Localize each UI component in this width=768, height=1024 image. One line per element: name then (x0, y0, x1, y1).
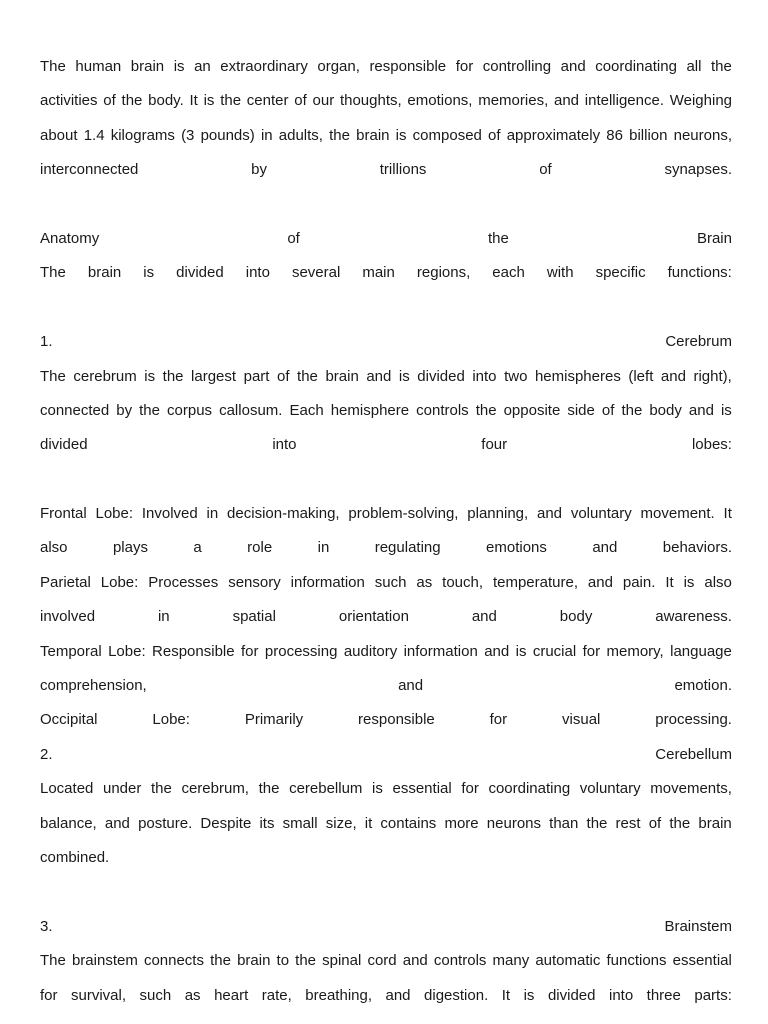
word: Anatomy (40, 229, 100, 247)
word: by (251, 161, 267, 179)
word: the (297, 367, 318, 385)
word: divided (417, 367, 465, 385)
word: and (553, 92, 580, 110)
text-line (40, 428, 732, 462)
word: body (649, 401, 682, 419)
word: thoughts, (339, 92, 402, 110)
word: Lobe: (108, 642, 146, 660)
text-line (40, 325, 732, 359)
text-line (40, 222, 732, 256)
word: of (103, 92, 116, 110)
word: It (501, 986, 511, 1004)
word: and (592, 539, 618, 557)
word: responsible (358, 711, 435, 729)
word: breathing, (305, 986, 372, 1004)
word: the (210, 952, 231, 970)
word: (left (628, 367, 654, 385)
word: small (282, 814, 318, 832)
word: and (104, 814, 130, 832)
word: side (567, 401, 595, 419)
word: the (295, 952, 317, 970)
word: Despite (200, 814, 252, 832)
word: memory, (606, 642, 664, 660)
word: and (560, 58, 586, 75)
word: is (173, 58, 185, 75)
word: balance, (40, 814, 97, 832)
word: visual (562, 711, 601, 729)
word: pain. (622, 573, 656, 591)
word: each (492, 264, 525, 282)
word: connects (143, 952, 204, 970)
word: involved (40, 608, 96, 626)
text-line (40, 50, 732, 84)
word: It (665, 573, 674, 591)
word: emotions, (407, 92, 473, 110)
word: digestion. (424, 986, 489, 1004)
word: is (203, 92, 215, 110)
word: for (489, 711, 508, 729)
word: brain (698, 814, 732, 832)
word: behaviors. (662, 539, 732, 557)
word: callosum. (219, 401, 283, 419)
word: a (193, 539, 202, 557)
word: body (559, 608, 593, 626)
word: into (608, 986, 634, 1004)
word: The (40, 367, 66, 385)
word: comprehension, (40, 677, 147, 695)
word: voluntary (579, 780, 641, 798)
text-line (40, 84, 732, 118)
word: for (240, 642, 259, 660)
word: coordinating (488, 780, 571, 798)
word: Brain (696, 229, 732, 247)
word: more (444, 814, 479, 832)
word: of (277, 367, 290, 385)
word: connected (40, 401, 110, 419)
word: parts: (694, 986, 732, 1004)
word: the (162, 367, 184, 385)
word: largest (191, 367, 237, 385)
word: opposite (503, 401, 561, 419)
word: cerebrum (73, 367, 137, 385)
word: neurons (486, 814, 542, 832)
word: to (276, 952, 290, 970)
word: billion (629, 126, 668, 144)
word: of (539, 161, 552, 179)
word: Lobe: (152, 711, 190, 729)
word: of (488, 126, 501, 144)
word: for (461, 780, 479, 798)
word: automatic (535, 952, 601, 970)
word: (3 (181, 126, 195, 144)
word: is (523, 986, 535, 1004)
word: body. (148, 92, 184, 110)
word: combined. (40, 848, 110, 866)
word: divided (176, 264, 224, 282)
text-line (40, 119, 732, 153)
word: Weighing (669, 92, 732, 110)
word: brain (237, 952, 271, 970)
word: is (144, 367, 156, 385)
word: the (220, 92, 242, 110)
word: and (660, 367, 686, 385)
word: 3. (40, 917, 53, 935)
word: Temporal (40, 642, 102, 660)
word: problem-solving, (348, 505, 459, 523)
word: right), (693, 367, 732, 385)
word: 86 (606, 126, 623, 144)
word: and (366, 367, 392, 385)
word: with (546, 264, 574, 282)
word: kilograms (110, 126, 175, 144)
text-line (40, 394, 732, 428)
word: cerebrum, (181, 780, 249, 798)
word: is (720, 401, 732, 419)
word: all (686, 58, 702, 75)
word: controlling (482, 58, 552, 75)
word: processing. (655, 711, 732, 729)
word: also (40, 539, 68, 557)
word: crucial (532, 642, 577, 660)
word: extraordinary (220, 58, 308, 75)
word: trillions (379, 161, 427, 179)
word: neurons, (673, 126, 732, 144)
word: into (272, 436, 297, 454)
word: is (143, 264, 155, 282)
word: functions (606, 952, 667, 970)
word: role (247, 539, 273, 557)
word: composed (412, 126, 482, 144)
word: into (472, 367, 497, 385)
word: touch, (442, 573, 484, 591)
word: center (246, 92, 289, 110)
word: survival, (71, 986, 127, 1004)
word: and (471, 608, 497, 626)
word: Lobe: (95, 505, 134, 523)
text-line (40, 153, 732, 187)
word: for (582, 642, 601, 660)
text-line (40, 600, 732, 634)
word: Responsible (152, 642, 235, 660)
word: human (75, 58, 122, 75)
word: It (189, 92, 198, 110)
word: heart (214, 986, 249, 1004)
word: activities (40, 92, 98, 110)
word: approximately (506, 126, 601, 144)
word: part (243, 367, 270, 385)
word: the (621, 401, 643, 419)
word: plays (112, 539, 148, 557)
text-line (40, 772, 732, 806)
word: brain (87, 264, 122, 282)
word: Frontal (40, 505, 87, 523)
document-page (40, 50, 732, 1013)
word: of (648, 814, 662, 832)
word: rate, (261, 986, 292, 1004)
text-line (40, 531, 732, 565)
word: the (669, 814, 691, 832)
word: 1. (40, 333, 53, 351)
text-line (40, 703, 732, 737)
text-line (40, 497, 732, 531)
word: its (259, 814, 275, 832)
word: hemispheres (534, 367, 621, 385)
word: the (150, 780, 172, 798)
word: information (290, 573, 365, 591)
word: movements, (650, 780, 732, 798)
word: in (157, 608, 170, 626)
word: responsible (369, 58, 447, 75)
word: synapses. (664, 161, 732, 179)
text-line (40, 669, 732, 703)
word: posture. (138, 814, 193, 832)
word: Cerebellum (655, 745, 732, 763)
paragraph-break (40, 463, 732, 497)
word: the (329, 126, 350, 144)
word: and (402, 952, 428, 970)
word: interconnected (40, 161, 139, 179)
text-line (40, 979, 732, 1013)
paragraph-break (40, 188, 732, 222)
word: size, (325, 814, 357, 832)
word: it (364, 814, 373, 832)
word: intelligence. (584, 92, 664, 110)
word: sensory (228, 573, 281, 591)
word: is (683, 573, 695, 591)
word: spinal (322, 952, 362, 970)
word: Cerebrum (665, 333, 732, 351)
word: pounds) (200, 126, 255, 144)
word: awareness. (655, 608, 732, 626)
word: Each (289, 401, 324, 419)
text-line (40, 635, 732, 669)
word: for (455, 58, 474, 75)
word: Occipital (40, 711, 98, 729)
word: Brainstem (664, 917, 732, 935)
word: 2. (40, 745, 53, 763)
word: and (536, 505, 563, 523)
word: as (416, 573, 433, 591)
word: the (711, 58, 732, 75)
word: two (504, 367, 528, 385)
text-line (40, 738, 732, 772)
word: four (481, 436, 508, 454)
word: under (103, 780, 142, 798)
word: and (385, 986, 411, 1004)
word: voluntary (570, 505, 632, 523)
word: brain (325, 367, 359, 385)
text-line (40, 566, 732, 600)
text-line (40, 944, 732, 978)
word: planning, (467, 505, 529, 523)
word: The (40, 58, 66, 75)
word: processing (264, 642, 338, 660)
word: cerebellum (289, 780, 363, 798)
word: memories, (478, 92, 549, 110)
word: regulating (374, 539, 441, 557)
word: and (587, 573, 613, 591)
word: is (515, 642, 527, 660)
word: Parietal (40, 573, 91, 591)
word: the (258, 780, 280, 798)
word: lobes: (691, 436, 732, 454)
word: the (121, 92, 143, 110)
word: brain (130, 58, 165, 75)
word: about (40, 126, 78, 144)
word: many (492, 952, 530, 970)
word: The (40, 264, 66, 282)
word: than (549, 814, 579, 832)
word: of (287, 229, 300, 247)
word: the (487, 229, 509, 247)
word: Processes (148, 573, 219, 591)
word: three (646, 986, 681, 1004)
word: hemisphere (330, 401, 410, 419)
word: controls (416, 401, 469, 419)
word: emotions (486, 539, 547, 557)
word: the (586, 814, 608, 832)
word: for (40, 986, 58, 1004)
word: divided (547, 986, 596, 1004)
word: movement. (640, 505, 715, 523)
word: functions: (667, 264, 732, 282)
word: such (374, 573, 407, 591)
word: regions, (416, 264, 471, 282)
paragraph-break (40, 875, 732, 909)
word: corpus (167, 401, 213, 419)
word: of (601, 401, 615, 419)
word: cord (367, 952, 397, 970)
word: Located (40, 780, 94, 798)
word: main (362, 264, 395, 282)
word: such (139, 986, 172, 1004)
word: is (398, 367, 410, 385)
word: organ, (317, 58, 360, 75)
text-line (40, 841, 732, 875)
word: the (139, 401, 160, 419)
word: several (291, 264, 341, 282)
word: in (260, 126, 273, 144)
word: Involved (141, 505, 198, 523)
word: Lobe: (100, 573, 139, 591)
word: is (372, 780, 383, 798)
word: The (40, 952, 66, 970)
word: and (398, 677, 424, 695)
word: divided (40, 436, 88, 454)
word: It (723, 505, 732, 523)
word: in (317, 539, 330, 557)
word: controls (433, 952, 487, 970)
word: essential (392, 780, 452, 798)
word: auditory (343, 642, 398, 660)
word: rest (615, 814, 641, 832)
word: Primarily (244, 711, 304, 729)
word: spatial (232, 608, 276, 626)
word: also (704, 573, 732, 591)
word: contains (380, 814, 437, 832)
word: the (475, 401, 497, 419)
word: is (395, 126, 407, 144)
word: our (312, 92, 335, 110)
word: brain (356, 126, 390, 144)
word: 1.4 (83, 126, 105, 144)
word: brainstem (71, 952, 138, 970)
word: into (245, 264, 270, 282)
word: adults, (278, 126, 323, 144)
word: essential (672, 952, 732, 970)
word: orientation (338, 608, 409, 626)
text-line (40, 256, 732, 290)
word: temperature, (492, 573, 578, 591)
word: of (294, 92, 307, 110)
word: emotion. (674, 677, 732, 695)
word: specific (595, 264, 646, 282)
word: in (206, 505, 219, 523)
paragraph-break (40, 291, 732, 325)
text-line (40, 807, 732, 841)
word: decision-making, (227, 505, 340, 523)
text-line (40, 360, 732, 394)
text-line (40, 910, 732, 944)
word: and (484, 642, 510, 660)
word: as (184, 986, 201, 1004)
word: coordinating (595, 58, 677, 75)
word: and (688, 401, 714, 419)
word: information (403, 642, 478, 660)
word: language (670, 642, 732, 660)
word: an (194, 58, 211, 75)
word: by (116, 401, 133, 419)
